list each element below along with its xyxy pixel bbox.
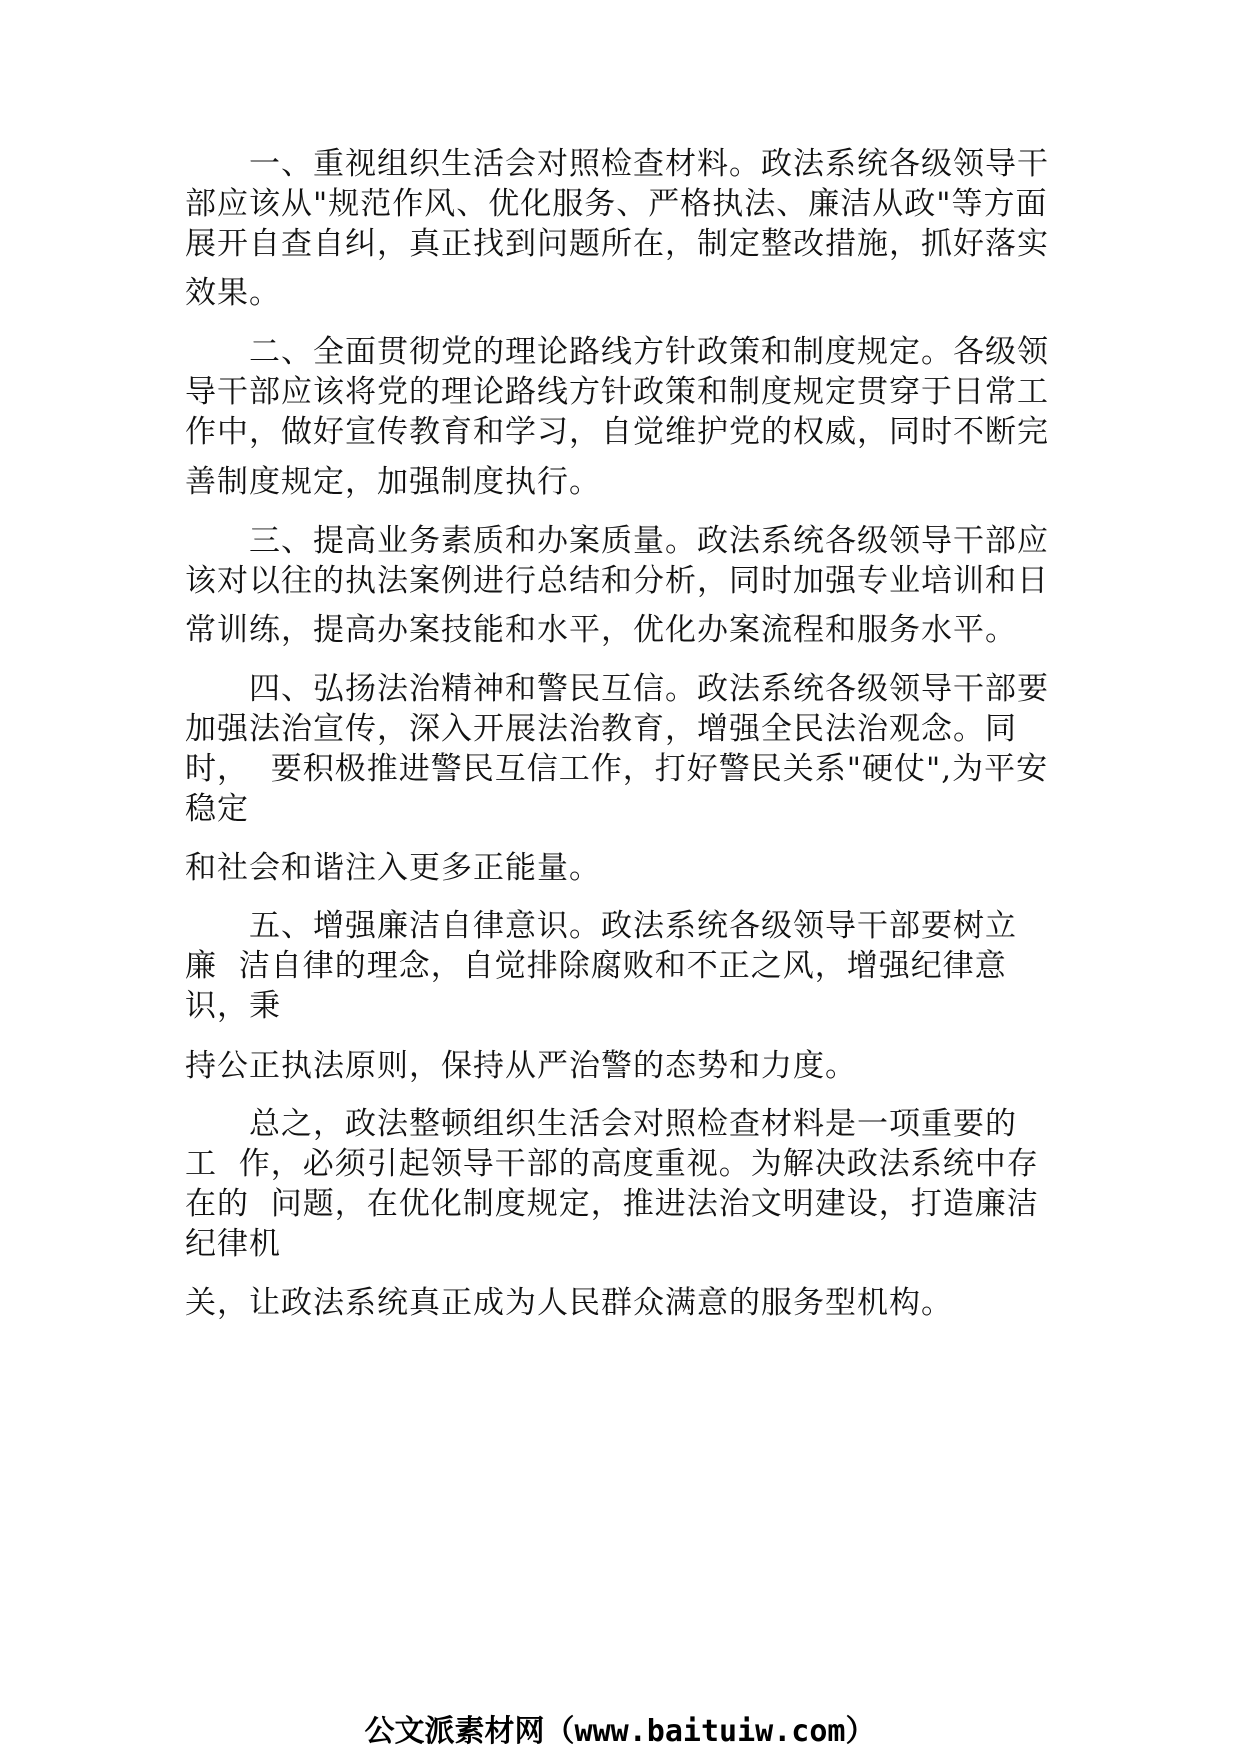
paragraph-2-line-2: 导干部应该将党的理论路线方针政策和制度规定贯穿于日常工 <box>185 374 1049 410</box>
footer-source-text: 公文派素材网（www.baituiw.com） <box>364 1714 876 1749</box>
paragraph-2-line-1: 二、全面贯彻党的理论路线方针政策和制度规定。各级领 <box>185 334 1049 370</box>
paragraph-5-line-1: 五、增强廉洁自律意识。政法系统各级领导干部要树立 <box>185 908 1017 944</box>
paragraph-1-line-4: 效果。 <box>185 275 281 311</box>
paragraph-6-line-3: 在的 问题，在优化制度规定，推进法治文明建设，打造廉洁 <box>185 1186 1039 1222</box>
paragraph-5-line-3: 识，秉 <box>185 988 281 1024</box>
paragraph-6-line-2: 工 作，必须引起领导干部的高度重视。为解决政法系统中存 <box>185 1146 1039 1182</box>
paragraph-3-line-1: 三、提高业务素质和办案质量。政法系统各级领导干部应 <box>185 523 1049 559</box>
paragraph-4-line-5: 和社会和谐注入更多正能量。 <box>185 850 601 886</box>
paragraph-2-line-3: 作中，做好宣传教育和学习，自觉维护党的权威，同时不断完 <box>185 414 1049 450</box>
paragraph-6-line-4: 纪律机 <box>185 1226 281 1262</box>
paragraph-6-line-5: 关，让政法系统真正成为人民群众满意的服务型机构。 <box>185 1285 953 1321</box>
paragraph-1-line-2: 部应该从"规范作风、优化服务、严格执法、廉洁从政"等方面 <box>185 186 1048 222</box>
paragraph-3-line-2: 该对以往的执法案例进行总结和分析，同时加强专业培训和日 <box>185 563 1049 599</box>
paragraph-1-line-1: 一、重视组织生活会对照检查材料。政法系统各级领导干 <box>185 146 1049 182</box>
paragraph-2-line-4: 善制度规定，加强制度执行。 <box>185 464 601 500</box>
paragraph-5-line-4: 持公正执法原则，保持从严治警的态势和力度。 <box>185 1048 857 1084</box>
paragraph-4-line-1: 四、弘扬法治精神和警民互信。政法系统各级领导干部要 <box>185 671 1049 707</box>
paragraph-5-line-2: 廉 洁自律的理念，自觉排除腐败和不正之风，增强纪律意 <box>185 948 1007 984</box>
paragraph-4-line-2: 加强法治宣传，深入开展法治教育，增强全民法治观念。同 <box>185 711 1017 747</box>
paragraph-3-line-3: 常训练，提高办案技能和水平，优化办案流程和服务水平。 <box>185 612 1017 648</box>
paragraph-4-line-3: 时， 要积极推进警民互信工作，打好警民关系"硬仗",为平安 <box>185 751 1049 787</box>
paragraph-4-line-4: 稳定 <box>185 791 249 827</box>
paragraph-1-line-3: 展开自查自纠，真正找到问题所在，制定整改措施，抓好落实 <box>185 226 1049 262</box>
paragraph-6-line-1: 总之，政法整顿组织生活会对照检查材料是一项重要的 <box>185 1106 1017 1142</box>
